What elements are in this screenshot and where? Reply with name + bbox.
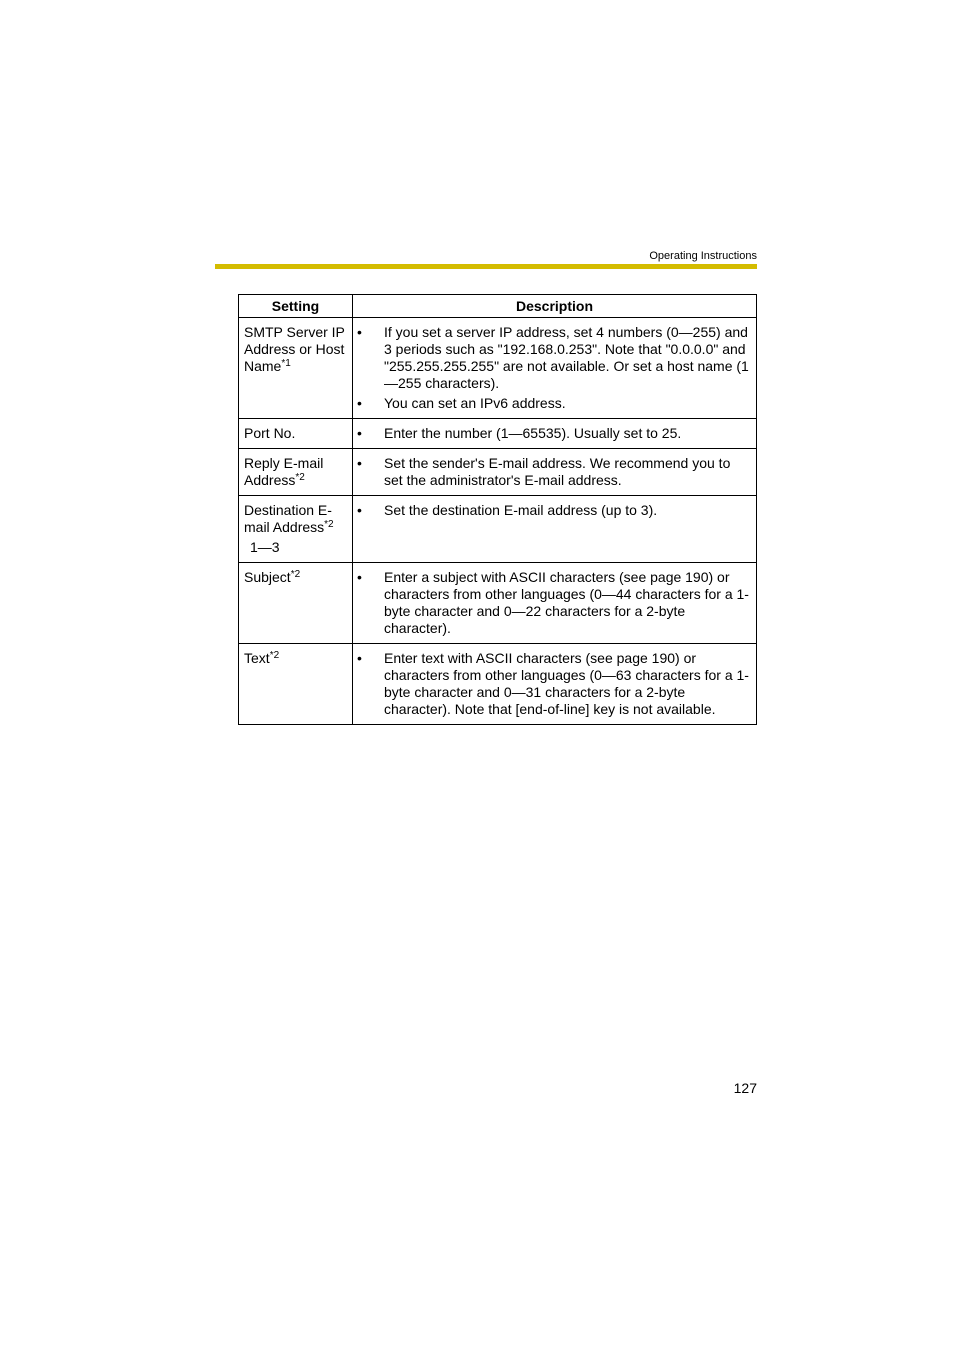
setting-cell <box>239 496 353 563</box>
settings-table <box>238 294 757 725</box>
description-cell <box>353 496 757 563</box>
footnote-ref: *2 <box>269 650 280 661</box>
description-text: If you set a server IP address, set 4 numbers (0—255) and 3 periods such as "192.168.0.253". Note that "0.0.0.0" and "255.255.255.255" are not available. Or set a host name (1—255 characters). <box>384 324 749 391</box>
footnote-ref: *2 <box>290 569 301 580</box>
footnote-ref: *2 <box>295 472 305 483</box>
table-header-row <box>239 295 757 318</box>
bullet-icon: • <box>357 324 362 340</box>
description-cell <box>353 419 757 449</box>
table-row <box>239 563 757 644</box>
description-cell <box>353 644 757 725</box>
bullet-icon: • <box>357 650 362 666</box>
table-row <box>239 644 757 725</box>
footnote-ref: *2 <box>324 519 334 530</box>
list-item <box>353 502 750 519</box>
table-row <box>239 449 757 496</box>
list-item <box>353 650 750 718</box>
setting-range: 1—3 <box>250 539 280 555</box>
description-cell <box>353 563 757 644</box>
description-text: You can set an IPv6 address. <box>384 395 566 411</box>
setting-cell <box>239 318 353 419</box>
table-row <box>239 419 757 449</box>
setting-name: SMTP Server IP Address or Host Name <box>244 324 345 374</box>
bullet-icon: • <box>357 569 362 585</box>
description-cell <box>353 449 757 496</box>
description-text: Enter text with ASCII characters (see page 190) or characters from other languages (0—63 characters for a 1-byte character and 0—31 characters for a 2-byte character). Note that [end-of-line] key is not available. <box>384 650 749 717</box>
setting-name: Reply E-mail Address <box>244 455 324 488</box>
description-text: Enter a subject with ASCII characters (see page 190) or characters from other languages (0—44 characters for a 1-byte character and 0—22 characters for a 2-byte character). <box>384 569 749 636</box>
column-header-description: Description <box>353 295 757 318</box>
page-number: 127 <box>733 1080 757 1096</box>
list-item <box>353 395 750 412</box>
list-item <box>353 324 750 392</box>
description-text: Set the sender's E-mail address. We recommend you to set the administrator's E-mail address. <box>384 455 731 488</box>
bullet-icon: • <box>357 455 362 471</box>
table-row <box>239 496 757 563</box>
setting-name: Destination E-mail Address <box>244 502 332 535</box>
setting-name: Subject <box>244 569 291 585</box>
setting-cell <box>239 563 353 644</box>
header-accent-bar <box>215 264 757 269</box>
bullet-icon: • <box>357 502 362 518</box>
setting-cell <box>239 644 353 725</box>
list-item <box>353 569 750 637</box>
running-header: Operating Instructions <box>649 250 757 262</box>
description-cell <box>353 318 757 419</box>
setting-cell <box>239 419 353 449</box>
description-text: Enter the number (1—65535). Usually set to 25. <box>384 425 682 441</box>
column-header-setting: Setting <box>239 295 353 318</box>
bullet-icon: • <box>357 425 362 441</box>
setting-name: Port No. <box>244 425 296 441</box>
description-text: Set the destination E-mail address (up to 3). <box>384 502 658 518</box>
setting-name: Text <box>244 650 270 666</box>
list-item <box>353 425 750 442</box>
footnote-ref: *1 <box>281 358 291 369</box>
table-row <box>239 318 757 419</box>
bullet-icon: • <box>357 395 362 411</box>
setting-cell <box>239 449 353 496</box>
list-item <box>353 455 750 489</box>
